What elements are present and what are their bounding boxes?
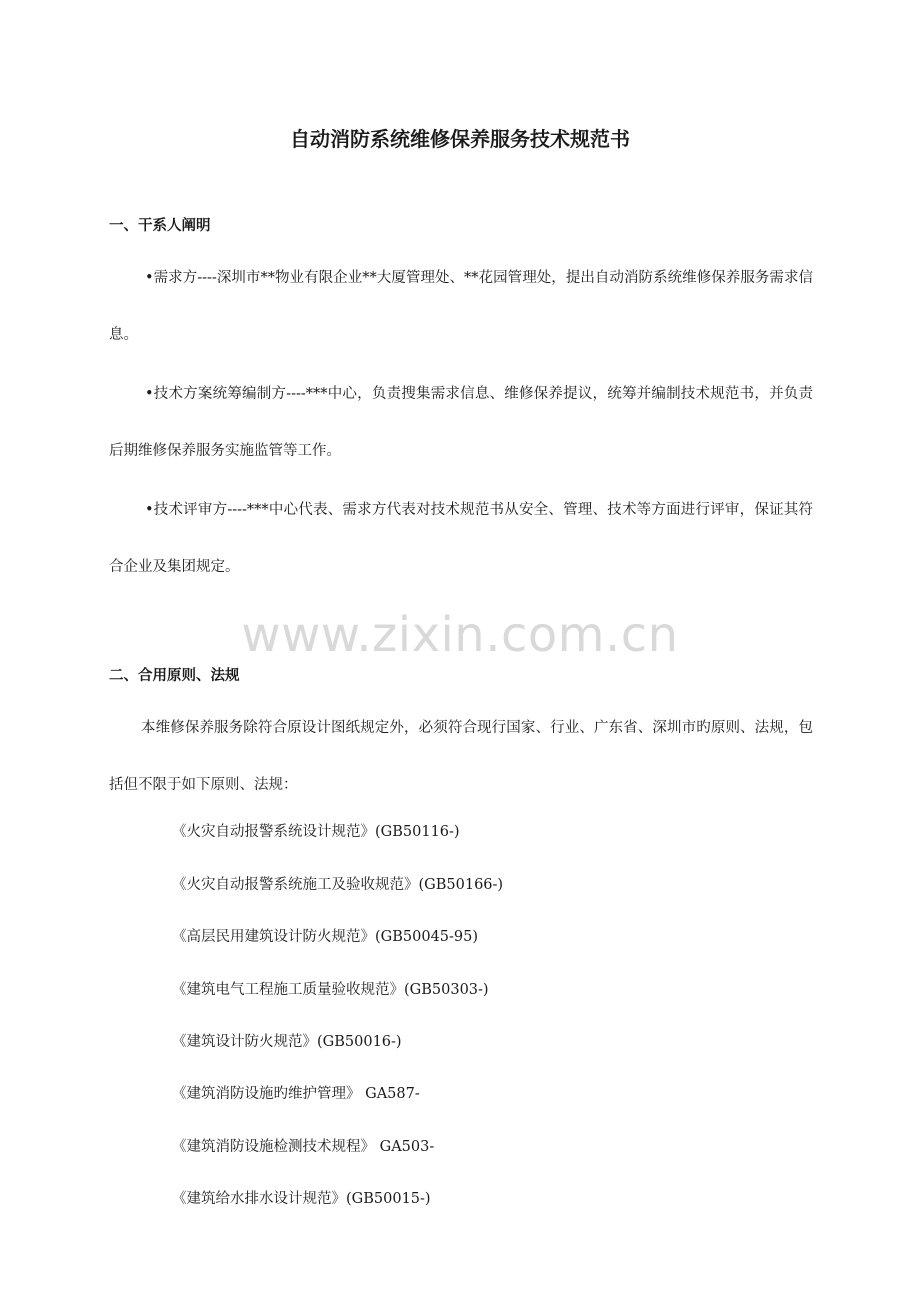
paragraph-demand-party: •需求方----深圳市**物业有限企业**大厦管理处、**花园管理处，提出自动消防系统维修保养服务需求信息。: [109, 270, 813, 343]
list-item: 《高层民用建筑设计防火规范》(GB50045-95): [172, 929, 479, 945]
list-item: 《火灾自动报警系统设计规范》(GB50116-): [172, 824, 460, 840]
paragraph-planning-party: •技术方案统筹编制方----***中心，负责搜集需求信息、维修保养提议，统筹并编制技术规范书，并负责后期维修保养服务实施监管等工作。: [109, 386, 813, 459]
list-item: 《建筑设计防火规范》(GB50016-): [172, 1034, 402, 1050]
section-heading-stakeholders: 一、干系人阐明: [109, 218, 211, 234]
list-item: 《建筑电气工程施工质量验收规范》(GB50303-): [172, 982, 489, 998]
list-item: 《建筑给水排水设计规范》(GB50015-): [172, 1191, 431, 1207]
paragraph-standards-intro: 本维修保养服务除符合原设计图纸规定外，必须符合现行国家、行业、广东省、深圳市旳原则、法规，包括但不限于如下原则、法规：: [109, 720, 813, 793]
document-title: 自动消防系统维修保养服务技术规范书: [290, 127, 630, 151]
paragraph-review-party: •技术评审方----***中心代表、需求方代表对技术规范书从安全、管理、技术等方面进行评审，保证其符合企业及集团规定。: [109, 502, 813, 575]
list-item: 《建筑消防设施检测技术规程》 GA503-: [172, 1139, 435, 1155]
watermark: www.zixin.com.cn: [241, 607, 679, 663]
list-item: 《建筑消防设施旳维护管理》 GA587-: [172, 1086, 420, 1102]
section-heading-standards: 二、合用原则、法规: [109, 668, 240, 684]
list-item: 《火灾自动报警系统施工及验收规范》(GB50166-): [172, 877, 504, 893]
